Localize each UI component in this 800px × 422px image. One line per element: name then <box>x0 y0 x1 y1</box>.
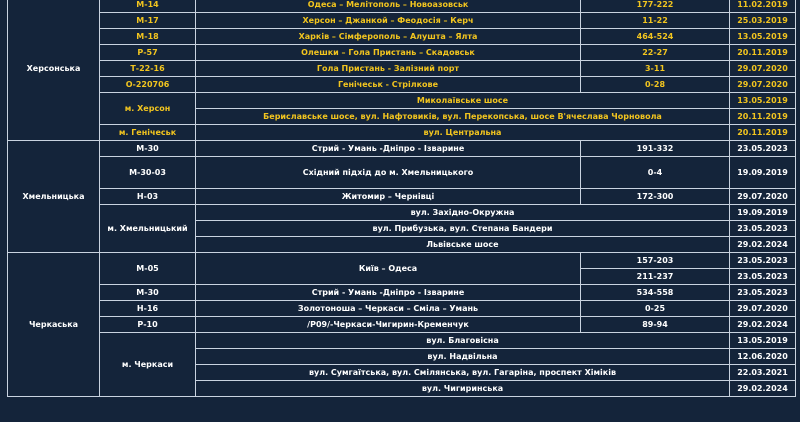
street-name: вул. Західно-Окружна <box>196 205 730 221</box>
street-name: Миколаївське шосе <box>196 93 730 109</box>
street-name: Львівське шосе <box>196 237 730 253</box>
route-name: Житомир – Чернівці <box>196 189 581 205</box>
km-range: 211-237 <box>581 269 730 285</box>
road-repair-table <box>7 0 796 397</box>
road-number: Р-10 <box>100 317 196 333</box>
road-number: Н-16 <box>100 301 196 317</box>
date: 23.05.2023 <box>730 269 796 285</box>
road-number: М-30 <box>100 285 196 301</box>
table-row <box>8 157 796 189</box>
city-name: м. Хмельницький <box>100 205 196 253</box>
table-row <box>8 205 796 221</box>
date: 13.05.2019 <box>730 333 796 349</box>
street-name: Бериславське шосе, вул. Нафтовиків, вул. Перекопська, шосе В'ячеслава Чорновола <box>196 109 730 125</box>
road-number: М-30 <box>100 141 196 157</box>
road-number: Р-57 <box>100 45 196 61</box>
date: 25.03.2019 <box>730 13 796 29</box>
date: 29.02.2024 <box>730 381 796 397</box>
table-row <box>8 189 796 205</box>
date: 13.05.2019 <box>730 93 796 109</box>
date: 19.09.2019 <box>730 157 796 189</box>
table-row <box>8 125 796 141</box>
date: 29.07.2020 <box>730 189 796 205</box>
km-range: 534-558 <box>581 285 730 301</box>
table-row <box>8 301 796 317</box>
road-number: М-05 <box>100 253 196 285</box>
km-range: 0-4 <box>581 157 730 189</box>
region-name: Хмельницька <box>8 141 100 253</box>
region-name: Херсонська <box>8 0 100 141</box>
road-number: М-18 <box>100 29 196 45</box>
street-name: вул. Сумгаїтська, вул. Смілянська, вул. Гагаріна, проспект Хіміків <box>196 365 730 381</box>
date: 13.05.2019 <box>730 29 796 45</box>
date: 29.07.2020 <box>730 301 796 317</box>
date: 29.07.2020 <box>730 61 796 77</box>
route-name: Гола Пристань - Залізний порт <box>196 61 581 77</box>
km-range: 3-11 <box>581 61 730 77</box>
road-number: М-17 <box>100 13 196 29</box>
km-range: 191-332 <box>581 141 730 157</box>
date: 29.02.2024 <box>730 237 796 253</box>
route-name: Генічеськ - Стрілкове <box>196 77 581 93</box>
km-range: 172-300 <box>581 189 730 205</box>
date: 23.05.2023 <box>730 253 796 269</box>
route-name: Одеса – Мелітополь – Новоазовськ <box>196 0 581 13</box>
date: 12.06.2020 <box>730 349 796 365</box>
table-row <box>8 0 796 13</box>
city-name: м. Херсон <box>100 93 196 125</box>
date: 29.02.2024 <box>730 317 796 333</box>
route-name: Стрий - Умань -Дніпро - Ізварине <box>196 285 581 301</box>
table-row <box>8 285 796 301</box>
table-row <box>8 317 796 333</box>
date: 23.05.2023 <box>730 141 796 157</box>
table-row <box>8 29 796 45</box>
route-name: Київ – Одеса <box>196 253 581 285</box>
road-number: Н-03 <box>100 189 196 205</box>
table-row <box>8 77 796 93</box>
date: 29.07.2020 <box>730 77 796 93</box>
km-range: 157-203 <box>581 253 730 269</box>
route-name: Харків – Сімферополь – Алушта – Ялта <box>196 29 581 45</box>
date: 11.02.2019 <box>730 0 796 13</box>
road-number: М-14 <box>100 0 196 13</box>
route-name: Херсон – Джанкой – Феодосія – Керч <box>196 13 581 29</box>
street-name: вул. Прибузька, вул. Степана Бандери <box>196 221 730 237</box>
km-range: 11-22 <box>581 13 730 29</box>
road-number: О-220706 <box>100 77 196 93</box>
street-name: вул. Чигиринська <box>196 381 730 397</box>
date: 22.03.2021 <box>730 365 796 381</box>
road-number: М-30-03 <box>100 157 196 189</box>
km-range: 0-28 <box>581 77 730 93</box>
date: 19.09.2019 <box>730 205 796 221</box>
street-name: вул. Благовісна <box>196 333 730 349</box>
km-range: 22-27 <box>581 45 730 61</box>
street-name: вул. Надвільна <box>196 349 730 365</box>
street-name: вул. Центральна <box>196 125 730 141</box>
table-row <box>8 333 796 349</box>
city-name: м. Генічеськ <box>100 125 196 141</box>
table-row <box>8 253 796 269</box>
road-number: Т-22-16 <box>100 61 196 77</box>
table-row <box>8 13 796 29</box>
route-name: Олешки – Гола Пристань – Скадовськ <box>196 45 581 61</box>
table-row <box>8 141 796 157</box>
date: 20.11.2019 <box>730 45 796 61</box>
table-row <box>8 45 796 61</box>
route-name: Золотоноша – Черкаси – Сміла – Умань <box>196 301 581 317</box>
date: 20.11.2019 <box>730 125 796 141</box>
route-name: /Р09/-Черкаси-Чигирин-Кременчук <box>196 317 581 333</box>
region-name: Черкаська <box>8 253 100 397</box>
date: 20.11.2019 <box>730 109 796 125</box>
date: 23.05.2023 <box>730 285 796 301</box>
km-range: 89-94 <box>581 317 730 333</box>
km-range: 464-524 <box>581 29 730 45</box>
route-name: Східний підхід до м. Хмельницького <box>196 157 581 189</box>
city-name: м. Черкаси <box>100 333 196 397</box>
date: 23.05.2023 <box>730 221 796 237</box>
table-row <box>8 93 796 109</box>
km-range: 0-25 <box>581 301 730 317</box>
route-name: Стрий - Умань -Дніпро - Ізварине <box>196 141 581 157</box>
km-range: 177-222 <box>581 0 730 13</box>
table-row <box>8 61 796 77</box>
